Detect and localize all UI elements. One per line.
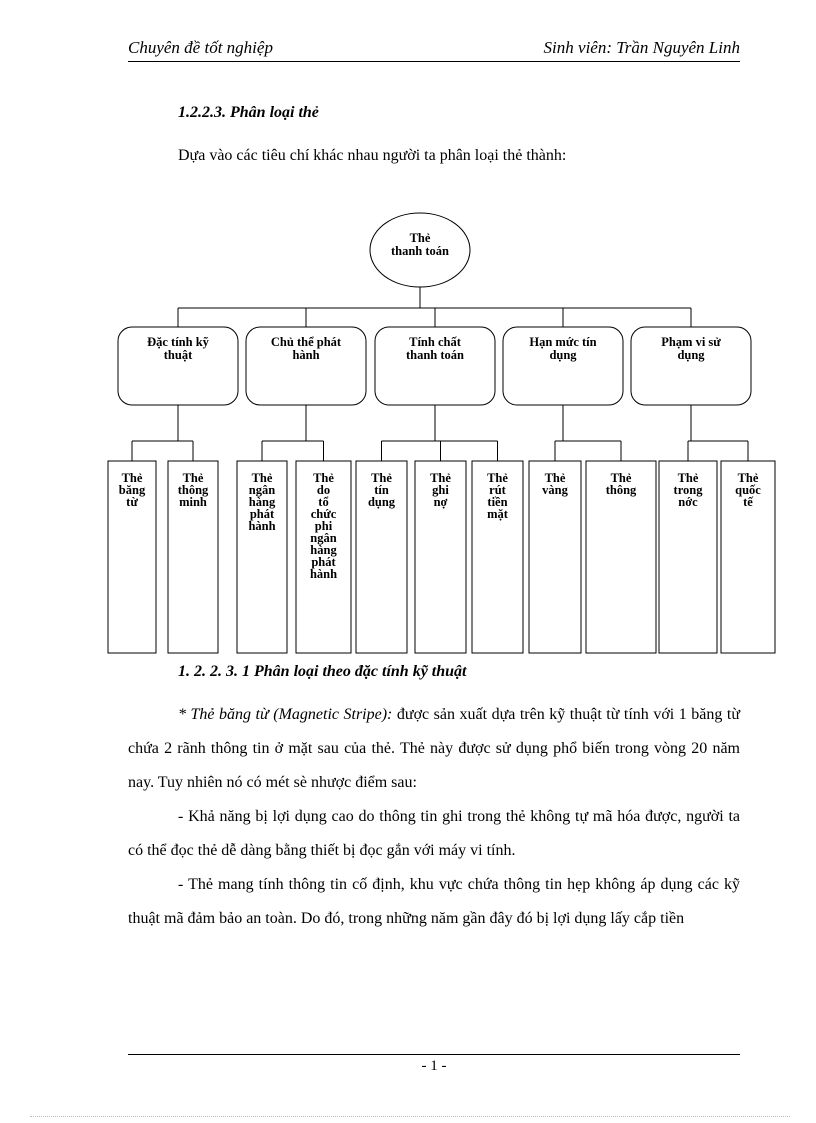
card-type-label: ngân [310,531,337,545]
intro-text: Dựa vào các tiêu chí khác nhau người ta phân loại thẻ thành: [178,147,567,164]
category-node-label: Chủ thể phát [270,335,342,349]
card-type-label: Thẻ [182,471,204,485]
card-type-label: tổ [318,495,329,509]
card-type-label: quốc [735,483,761,497]
card-type-label: Thẻ [610,471,632,485]
category-node-label: Phạm vi sử [661,335,721,349]
category-node-label: hành [292,348,320,362]
card-type-label: Thẻ [544,471,566,485]
card-type-label: Thẻ [677,471,699,485]
card-type-label: Thẻ [313,471,334,485]
root-node-label: thanh toán [390,244,450,258]
card-type-label: hành [248,519,276,533]
card-type-label: từ [126,495,138,509]
card-type-label: chức [310,507,337,521]
header-right-author: Sinh viên: Trần Nguyên Linh [543,38,740,57]
card-type-label: hàng [310,543,337,557]
card-type-label: ngân [248,483,276,497]
paragraph-fixed-info [128,868,740,936]
category-node-label: thanh toán [405,348,465,362]
category-node-label: Hạn mức tín [529,335,597,349]
card-type-label: hành [309,567,338,581]
card-type-label: phát [311,555,336,569]
card-type-label: dụng [367,495,396,509]
card-type-label: Thẻ [121,471,143,485]
card-type-label: băng [118,483,146,497]
page-number: - 1 - [421,1058,447,1074]
paragraph-misuse [128,800,740,868]
section-title: 1.2.2.3. Phân loại thẻ [178,104,319,121]
card-type-label: trong [673,483,703,497]
card-type-label: hàng [248,495,276,509]
card-type-label: nợ [433,495,448,509]
card-type-label: Thẻ [487,471,508,485]
card-type-label: vàng [542,483,568,497]
card-type-label: thông [177,483,209,497]
card-type-label: Thẻ [430,471,451,485]
header-left-title: Chuyên đề tốt nghiệp [128,38,273,57]
category-node-label: thuật [163,348,193,362]
card-type-label: Thẻ [371,471,392,485]
card-type-label: phi [314,519,333,533]
card-type-label: nớc [678,495,698,509]
card-type-label: phát [249,507,275,521]
category-node-label: dụng [549,348,577,362]
subsection-title: 1. 2. 2. 3. 1 Phân loại theo đặc tính kỹ thuật [178,663,467,680]
card-type-label: rút [489,483,506,497]
card-type-label: tế [743,495,753,509]
card-type-label: thông [605,483,637,497]
paragraph-magnetic-stripe [128,698,740,800]
paragraph-body: - Thẻ mang tính thông tin cố định, khu vực chứa thông tin hẹp không áp dụng các kỹ thuật mã đảm bảo an toàn. Do đó, trong những năm gần đây đó bị lợi dụng lấy cắp tiền [128,876,740,927]
category-node-label: Đặc tính kỹ [147,335,209,349]
paragraph-body: được sản xuất dựa trên kỹ thuật từ tính với 1 băng từ chứa 2 rãnh thông tin ở mặt sau của thẻ. Thẻ này được sử dụng phổ biến trong vòng 20 năm nay. Tuy nhiên nó có mét sè nhược điểm sau: [128,706,740,791]
card-type-label: tín [374,483,389,497]
card-type-label: tiền [487,495,508,509]
card-type-label: Thẻ [251,471,273,485]
paragraph-lead: * Thẻ băng từ (Magnetic Stripe): [178,706,393,723]
root-node-label: Thẻ [409,231,431,245]
card-type-label: do [316,483,331,497]
category-node-label: dụng [677,348,705,362]
card-type-label: ghi [432,483,449,497]
category-node-label: Tính chất [409,335,461,349]
card-type-label: mặt [487,507,508,521]
card-type-label: minh [179,495,207,509]
page-edge-dotted-line [30,1116,790,1117]
footer-rule [128,1054,740,1055]
paragraph-body: - Khả năng bị lợi dụng cao do thông tin ghi trong thẻ không tự mã hóa được, người ta có thể đọc thẻ dễ dàng bằng thiết bị đọc gắn với máy vi tính. [128,808,740,859]
card-type-label: Thẻ [737,471,759,485]
